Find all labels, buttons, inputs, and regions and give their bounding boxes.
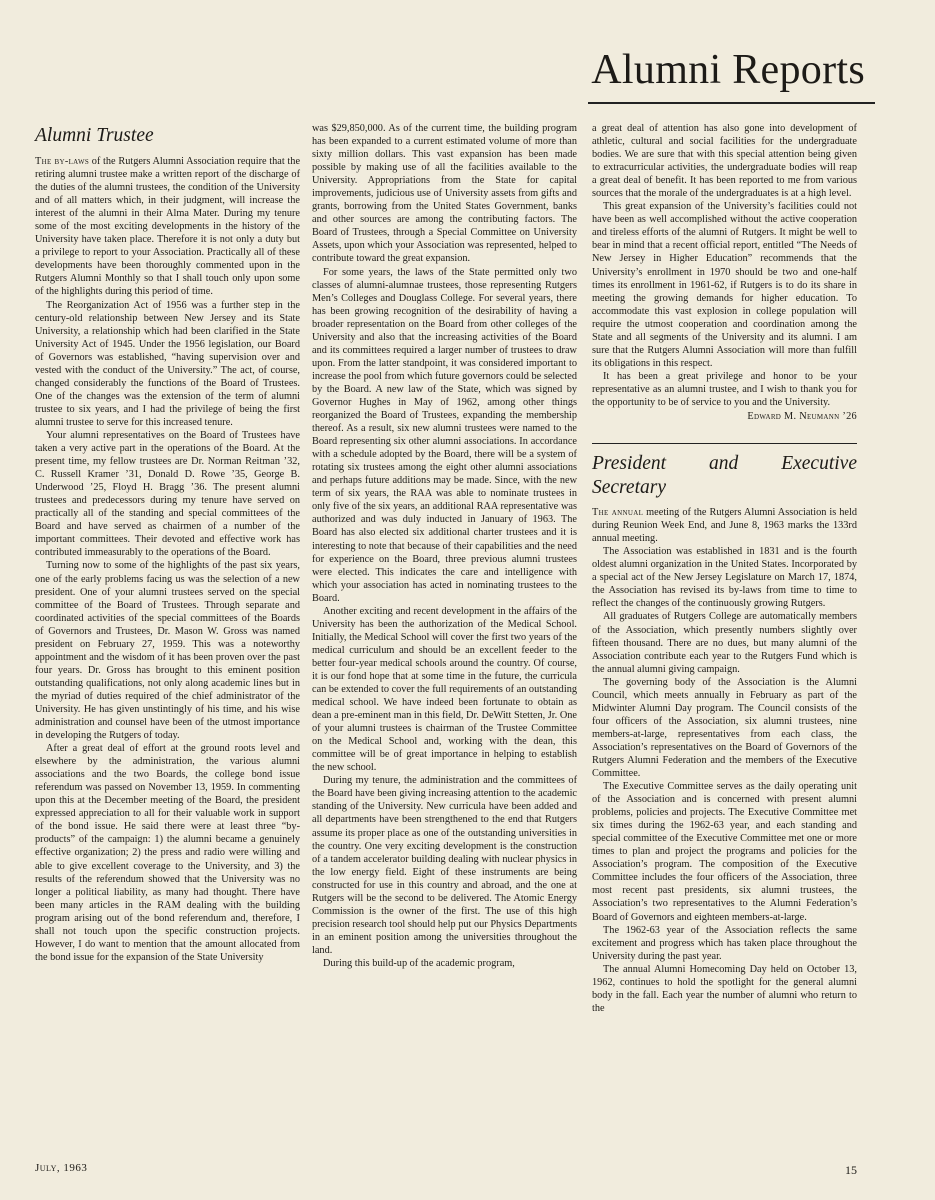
section-divider — [592, 443, 857, 444]
article-paragraph: a great deal of attention has also gone into development of athletic, cultural and social facilities for the undergraduate bodies. We are sure that with this special attention being given to extracurricular activities, the undergraduate bodies will reap a great deal of benefit. It has been reported to me from various sources that the morale of the undergraduates is at a high level. — [592, 123, 857, 200]
title-rule — [588, 102, 875, 104]
lead-small-caps: The by-laws — [35, 156, 90, 167]
article-paragraph: The governing body of the Association is the Alumni Council, which meets annually in February as part of the Midwinter Alumni Day program. The Council consists of the four officers of the Association, six alumni trustees, nine members-at-large, representatives from each class, the Association’s representatives on the Board of Governors of the Rutgers Alumni Federation and the members of the Executive Committee. — [592, 676, 857, 780]
footer-date: July, 1963 — [35, 1162, 88, 1174]
page-number: 15 — [845, 1163, 857, 1177]
signature: Edward M. Neumann ’26 — [747, 411, 857, 423]
article-heading-alumni-trustee: Alumni Trustee — [35, 125, 154, 146]
article-heading-president-secretary: President and Executive Secretary — [592, 453, 857, 499]
article-paragraph: The Reorganization Act of 1956 was a further step in the century-old relationship between New Jersey and its State University, a relationship which had been clarified in the State University Act of 1945. Under the 1956 legislation, our Board of Governors was established, “having supervision over and vested with the conduct of the University.” The act, of course, changed considerably the functions of the Board of Trustees. One of the changes was the extension of the term of alumni trustee to six years, and I had the privilege of being the first alumni trustee to serve for this increased tenure. — [35, 299, 300, 428]
article-paragraph: The Executive Committee serves as the daily operating unit of the Association and is concerned with present alumni problems, policies and projects. The Executive Committee met six times during the 1962-63 year, and each standing and special committee of the Executive Committee met one or more times to plan and project the programs and policies for the Association’s program. The composition of the Executive Committee includes the four officers of the Association, three most recent past presidents, six alumni trustees, the Association’s two representatives to the Alumni Federation’s Board of Governors and eighteen members-at-large. — [592, 781, 857, 923]
article-paragraph: After a great deal of effort at the ground roots level and elsewhere by the administration, the various alumni associations and the two Boards, the college bond issue referendum was passed on November 13, 1959. In commenting upon this at the December meeting of the Board, the president expressed appreciation to all for their valuable work in support of the bond issue. He said there were at least three “by-products” of the campaign: 1) the alumni became a genuinely effective organization; 2) the press and radio were willing and able to give excellent coverage to the University, and 3) the results of the referendum showed that the University was no longer a political liability, as many had thought. There have been many articles in the RAM dealing with the building program arising out of the bond referendum and, therefore, I shall not touch upon the specific construction projects. However, I do want to mention that the amount allocated from the bond issue for the expansion of the State University — [35, 743, 300, 963]
article-paragraph: The by-laws of the Rutgers Alumni Association require that the retiring alumni trustee make a written report of the discharge of the duties of the alumni trustees, the condition of the University and of all matters which, in their judgment, will increase the interest of the alumni in their Alma Mater. During my tenure some of the most exciting developments in the history of the University have taken place. Therefore it is not only a duty but a privilege to report to your Association. Practically all of these developments have been thoroughly commented upon in the Rutgers Alumni Monthly so that I shall touch only upon some of the highlights during this period of time. — [35, 156, 301, 298]
column-2 — [312, 122, 577, 970]
article-paragraph: The 1962-63 year of the Association reflects the same excitement and progress which has taken place throughout the University during the past year. — [592, 924, 857, 962]
article-paragraph: Your alumni representatives on the Board of Trustees have taken a very active part in the operations of the Board. At the present time, my fellow trustees are Dr. Norman Reitman ’32, C. Russell Kramer ’31, Donald D. Rowe ’35, George B. Underwood ’25, Floyd H. Bragg ’36. The present alumni trustees and predecessors during my tenure have served on practically all of the standing and special committees of the Board and have served as chairmen of a number of the important committees. Their devoted and effective work has contributed immeasurably to the operations of the Board. — [35, 429, 300, 559]
column-3 — [592, 122, 857, 1015]
article-paragraph: The annual meeting of the Rutgers Alumni Association is held during Reunion Week End, and June 8, 1963 marks the 133rd annual meeting. — [592, 507, 857, 545]
article-paragraph: During this build-up of the academic program, — [323, 958, 515, 969]
article-paragraph: Another exciting and recent development in the affairs of the University has been the authorization of the Medical School. Initially, the Medical School will cover the first two years of the medical curriculum and should be an excellent feeder to the better four-year medical schools around the country. Of course, it is our fond hope that at some time in the future, the curricula can be extended to cover the full requirements of an outstanding medical school. We have indeed been fortunate to obtain as dean a pre-eminent man in this field, Dr. DeWitt Stetten, Jr. One of your alumni trustees is chairman of the Trustee Committee on the Medical School and, working with the dean, this committee will be of great importance in helping to establish the new school. — [312, 605, 577, 774]
article-paragraph: All graduates of Rutgers College are automatically members of the Association, which presently numbers slightly over fifteen thousand. There are no dues, but many alumni of the Association contribute each year to the Rutgers Fund which is the annual alumni giving campaign. — [592, 611, 857, 675]
article-paragraph: The annual Alumni Homecoming Day held on October 13, 1962, continues to hold the spotlight for the general alumni body in the fall. Each year the number of alumni who return to the — [592, 963, 857, 1014]
article-paragraph: This great expansion of the University’s facilities could not have been as well accomplished without the active cooperation and tireless efforts of the alumni of Rutgers. It might be well to bear in mind that a recent official report, entitled “The Needs of New Jersey in Higher Education” recommends that the University’s enrollment in 1970 should be two and one-half times its enrollment in 1961-62, if Rutgers is to do its share in meeting the growing demands for higher education. To accommodate this vast explosion in college population will require the utmost cooperation and coordination among the State and all segments of the University and its alumni. I am sure that the Rutgers Alumni Association will more than fulfill its obligations in this respect. — [592, 201, 857, 369]
page-title: Alumni Reports — [591, 47, 865, 93]
article-paragraph: For some years, the laws of the State permitted only two classes of alumni-alumnae trustees, those representing Rutgers Men’s Colleges and Douglass College. For several years, there has been growing recognition of the desirability of having a broader representation on the Board from other colleges of the University and also that the increasing activities of the Board and its committees required a larger number of trustees to draw upon. From the latter standpoint, it was considered important to increase the pool from which future governors could be selected by the Board. A new law of the State, which was signed by Governor Hughes in May of 1962, among other things reorganized the Board of Trustees, expanding the membership thereof. As a result, six new alumni trustees were named to the Board representing six other alumni associations. In accordance with a schedule adopted by the Board, there will be a system of rotating six trustees among the eight other alumni associations and perhaps future additions may be made. Since, with the new term of six years, the RAA was able to nominate trustees in only five of the six years, an additional RAA representative was authorized and was duly inducted in January of 1963. The Board has also elected six additional charter trustees and it is interesting to note that because of their capabilities and the need for experience on the Board, three previous alumni trustees were elected. This indicates the care and intelligence with which your association has acted in nominating trustees to the Board. — [312, 266, 577, 604]
article-paragraph: was $29,850,000. As of the current time, the building program has been expanded to a current estimated volume of more than sixty million dollars. This vast expansion has been made possible by making use of all the facilities available to the University. Appropriations from the State for capital improvements, judicious use of University assets from gifts and grants, borrowing from the United States Government, banks and other sources are among the contributing factors. The Board of Trustees, through a Special Committee on University Assets, upon which your Association was represented, helped to contribute toward the great expansion. — [312, 123, 577, 265]
lead-small-caps: The annual — [592, 507, 644, 519]
article-paragraph: The Association was established in 1831 and is the fourth oldest alumni organization in the United States. Incorporated by a special act of the New Jersey Legislature on March 17, 1874, the Association has revised its by-laws from time to time to reflect the changes of the continuously growing Rutgers. — [592, 546, 857, 610]
article-paragraph: Turning now to some of the highlights of the past six years, one of the early problems facing us was the selection of a new president. One of your alumni trustees served on the special committee of the Board of Trustees. Through separate and coordinated activities of the special committees of the Boards of Governors and Trustees, Dr. Mason W. Gross was named president on February 27, 1959. This was a noteworthy appointment and the wisdom of it has been proven over the past four years. Dr. Gross has brought to this eminent position outstanding qualifications, not only along academic lines but in the myriad of duties required of the chief administrator of the University. He has given unstintingly of his time, and his wise administration and counsel have been of the utmost importance in developing the Rutgers of today. — [35, 560, 300, 742]
article-paragraph: During my tenure, the administration and the committees of the Board have been giving increasing attention to the academic standing of the University. New curricula have been added and all departments have been strengthened to the end that Rutgers assume its proper place as one of the outstanding universities in the country. One very exciting development is the construction of a tandem accelerator building dealing with nuclear physics in the low energy field. Eight of these instruments are being constructed for use in this country and abroad, and the one at Rutgers will be the second to be delivered. The Atomic Energy Commission is the owner of the first. The use of this high precision research tool should help put our Physics Departments in an eminent position among the universities throughout the land. — [312, 775, 577, 956]
column-1 — [35, 118, 300, 964]
article-paragraph: It has been a great privilege and honor to be your representative as an alumni trustee, and I wish to thank you for the opportunity to be of service to you and the University. — [592, 370, 857, 408]
